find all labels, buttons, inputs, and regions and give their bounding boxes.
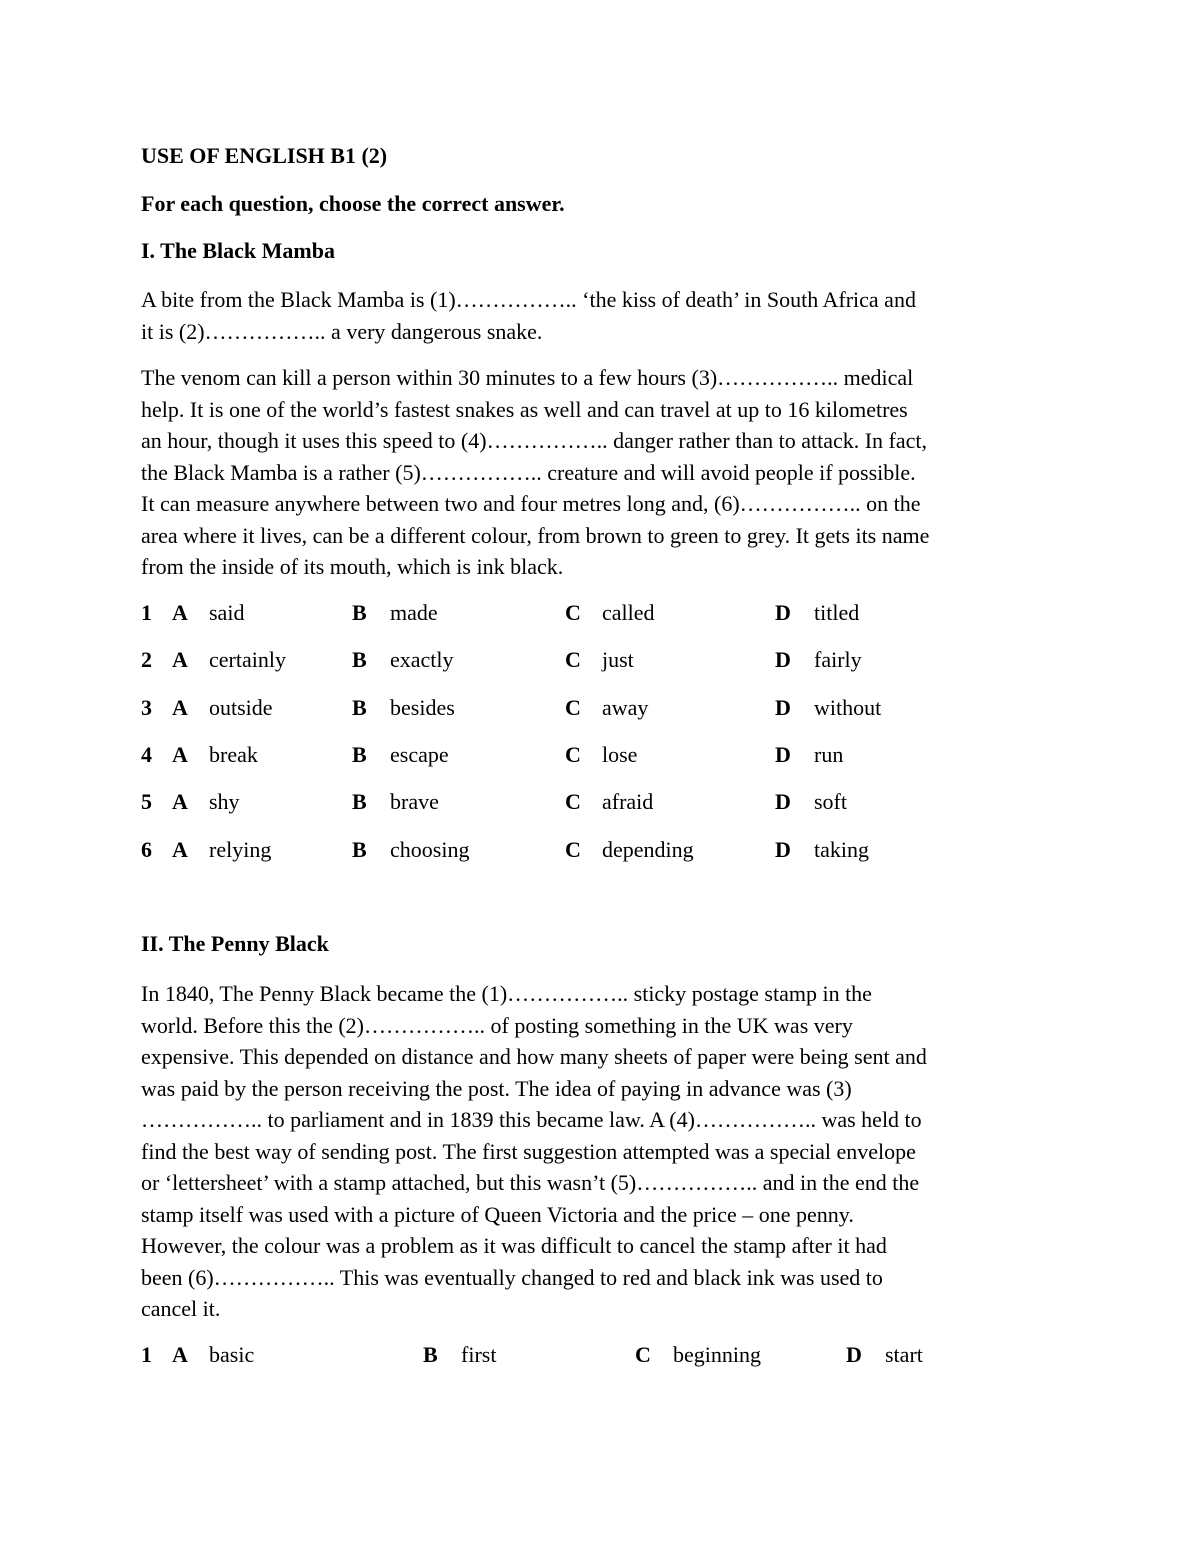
text-line: been (6)…………….. This was eventually changed to red and black ink was used to: [141, 1264, 883, 1290]
question-number: 3: [141, 695, 152, 720]
section1-paragraph1: [141, 284, 1071, 347]
option-d[interactable]: without: [814, 695, 882, 720]
option-letter-d: D: [846, 1342, 862, 1367]
option-letter-b: B: [352, 742, 367, 767]
text-line: A bite from the Black Mamba is (1)…………….. ‘the kiss of death’ in South Africa and: [141, 287, 916, 312]
option-a[interactable]: shy: [209, 789, 240, 814]
option-b[interactable]: brave: [390, 789, 439, 814]
option-letter-c: C: [565, 695, 581, 720]
option-letter-c: C: [565, 837, 581, 862]
question-number: 4: [141, 742, 152, 767]
option-letter-a: A: [172, 695, 188, 720]
option-a[interactable]: certainly: [209, 647, 286, 672]
text-line: cancel it.: [141, 1296, 221, 1321]
option-letter-b: B: [352, 647, 367, 672]
option-b[interactable]: made: [390, 600, 438, 625]
option-c[interactable]: away: [602, 695, 649, 720]
option-letter-a: A: [172, 600, 188, 625]
option-letter-b: B: [352, 837, 367, 862]
option-letter-a: A: [172, 647, 188, 672]
section1-heading: I. The Black Mamba: [141, 238, 335, 263]
option-letter-d: D: [775, 695, 791, 720]
text-line: an hour, though it uses this speed to (4)…………….. danger rather than to attack. In fact,: [141, 428, 928, 453]
option-letter-a: A: [172, 1342, 188, 1367]
option-c[interactable]: afraid: [602, 789, 654, 814]
text-line: area where it lives, can be a different colour, from brown to green to grey. It gets its name: [141, 522, 930, 548]
option-b[interactable]: besides: [390, 695, 455, 720]
option-letter-b: B: [352, 695, 367, 720]
option-letter-a: A: [172, 837, 188, 862]
option-letter-b: B: [423, 1342, 438, 1367]
question-number: 2: [141, 647, 152, 672]
option-c[interactable]: just: [602, 647, 634, 672]
instruction: For each question, choose the correct answer.: [141, 191, 565, 216]
option-letter-d: D: [775, 600, 791, 625]
option-c[interactable]: lose: [602, 742, 638, 767]
section1-paragraph2: [141, 362, 1071, 583]
option-d[interactable]: start: [885, 1342, 923, 1367]
text-line: stamp itself was used with a picture of Queen Victoria and the price – one penny.: [141, 1201, 854, 1227]
option-b[interactable]: exactly: [390, 647, 454, 672]
text-line: was paid by the person receiving the post. The idea of paying in advance was (3): [141, 1075, 852, 1101]
option-letter-d: D: [775, 647, 791, 672]
option-letter-c: C: [565, 789, 581, 814]
option-d[interactable]: taking: [814, 837, 869, 862]
document-title: USE OF ENGLISH B1 (2): [141, 143, 388, 168]
text-line: find the best way of sending post. The first suggestion attempted was a special envelope: [141, 1138, 916, 1164]
text-line: world. Before this the (2)…………….. of posting something in the UK was very: [141, 1012, 853, 1038]
text-line: …………….. to parliament and in 1839 this became law. A (4)…………….. was held to: [141, 1107, 922, 1132]
option-letter-c: C: [565, 742, 581, 767]
option-d[interactable]: fairly: [814, 647, 862, 672]
question-number: 1: [141, 1342, 152, 1367]
option-letter-c: C: [565, 600, 581, 625]
option-letter-d: D: [775, 742, 791, 767]
option-a[interactable]: said: [209, 600, 245, 625]
question-number: 6: [141, 837, 152, 862]
option-d[interactable]: run: [814, 742, 844, 767]
option-a[interactable]: outside: [209, 695, 273, 720]
text-line: help. It is one of the world’s fastest snakes as well and can travel at up to 16 kilometres: [141, 396, 908, 422]
section2-paragraph: [141, 978, 1071, 1325]
option-letter-a: A: [172, 789, 188, 814]
option-letter-b: B: [352, 600, 367, 625]
option-d[interactable]: soft: [814, 789, 847, 814]
option-a[interactable]: break: [209, 742, 258, 767]
option-c[interactable]: depending: [602, 837, 694, 862]
text-line: the Black Mamba is a rather (5)…………….. creature and will avoid people if possible.: [141, 459, 916, 485]
text-line: from the inside of its mouth, which is ink black.: [141, 554, 564, 579]
option-letter-a: A: [172, 742, 188, 767]
option-c[interactable]: called: [602, 600, 655, 625]
text-line: expensive. This depended on distance and how many sheets of paper were being sent and: [141, 1044, 927, 1069]
option-letter-d: D: [775, 789, 791, 814]
option-c[interactable]: beginning: [673, 1342, 761, 1367]
option-a[interactable]: relying: [209, 837, 272, 862]
text-line: It can measure anywhere between two and four metres long and, (6)…………….. on the: [141, 491, 921, 516]
question-number: 5: [141, 789, 152, 814]
option-letter-c: C: [635, 1342, 651, 1367]
option-letter-b: B: [352, 789, 367, 814]
question-number: 1: [141, 600, 152, 625]
text-line: or ‘lettersheet’ with a stamp attached, but this wasn’t (5)…………….. and in the end the: [141, 1170, 920, 1195]
option-letter-c: C: [565, 647, 581, 672]
option-b[interactable]: choosing: [390, 837, 470, 862]
option-b[interactable]: first: [461, 1342, 497, 1367]
text-line: In 1840, The Penny Black became the (1)…………….. sticky postage stamp in the: [141, 981, 872, 1006]
option-b[interactable]: escape: [390, 742, 449, 767]
text-line: However, the colour was a problem as it was difficult to cancel the stamp after it had: [141, 1233, 887, 1258]
option-a[interactable]: basic: [209, 1342, 255, 1367]
option-letter-d: D: [775, 837, 791, 862]
text-line: it is (2)…………….. a very dangerous snake.: [141, 318, 543, 344]
text-line: The venom can kill a person within 30 minutes to a few hours (3)…………….. medical: [141, 365, 914, 390]
option-d[interactable]: titled: [814, 600, 860, 625]
section2-heading: II. The Penny Black: [141, 931, 329, 956]
